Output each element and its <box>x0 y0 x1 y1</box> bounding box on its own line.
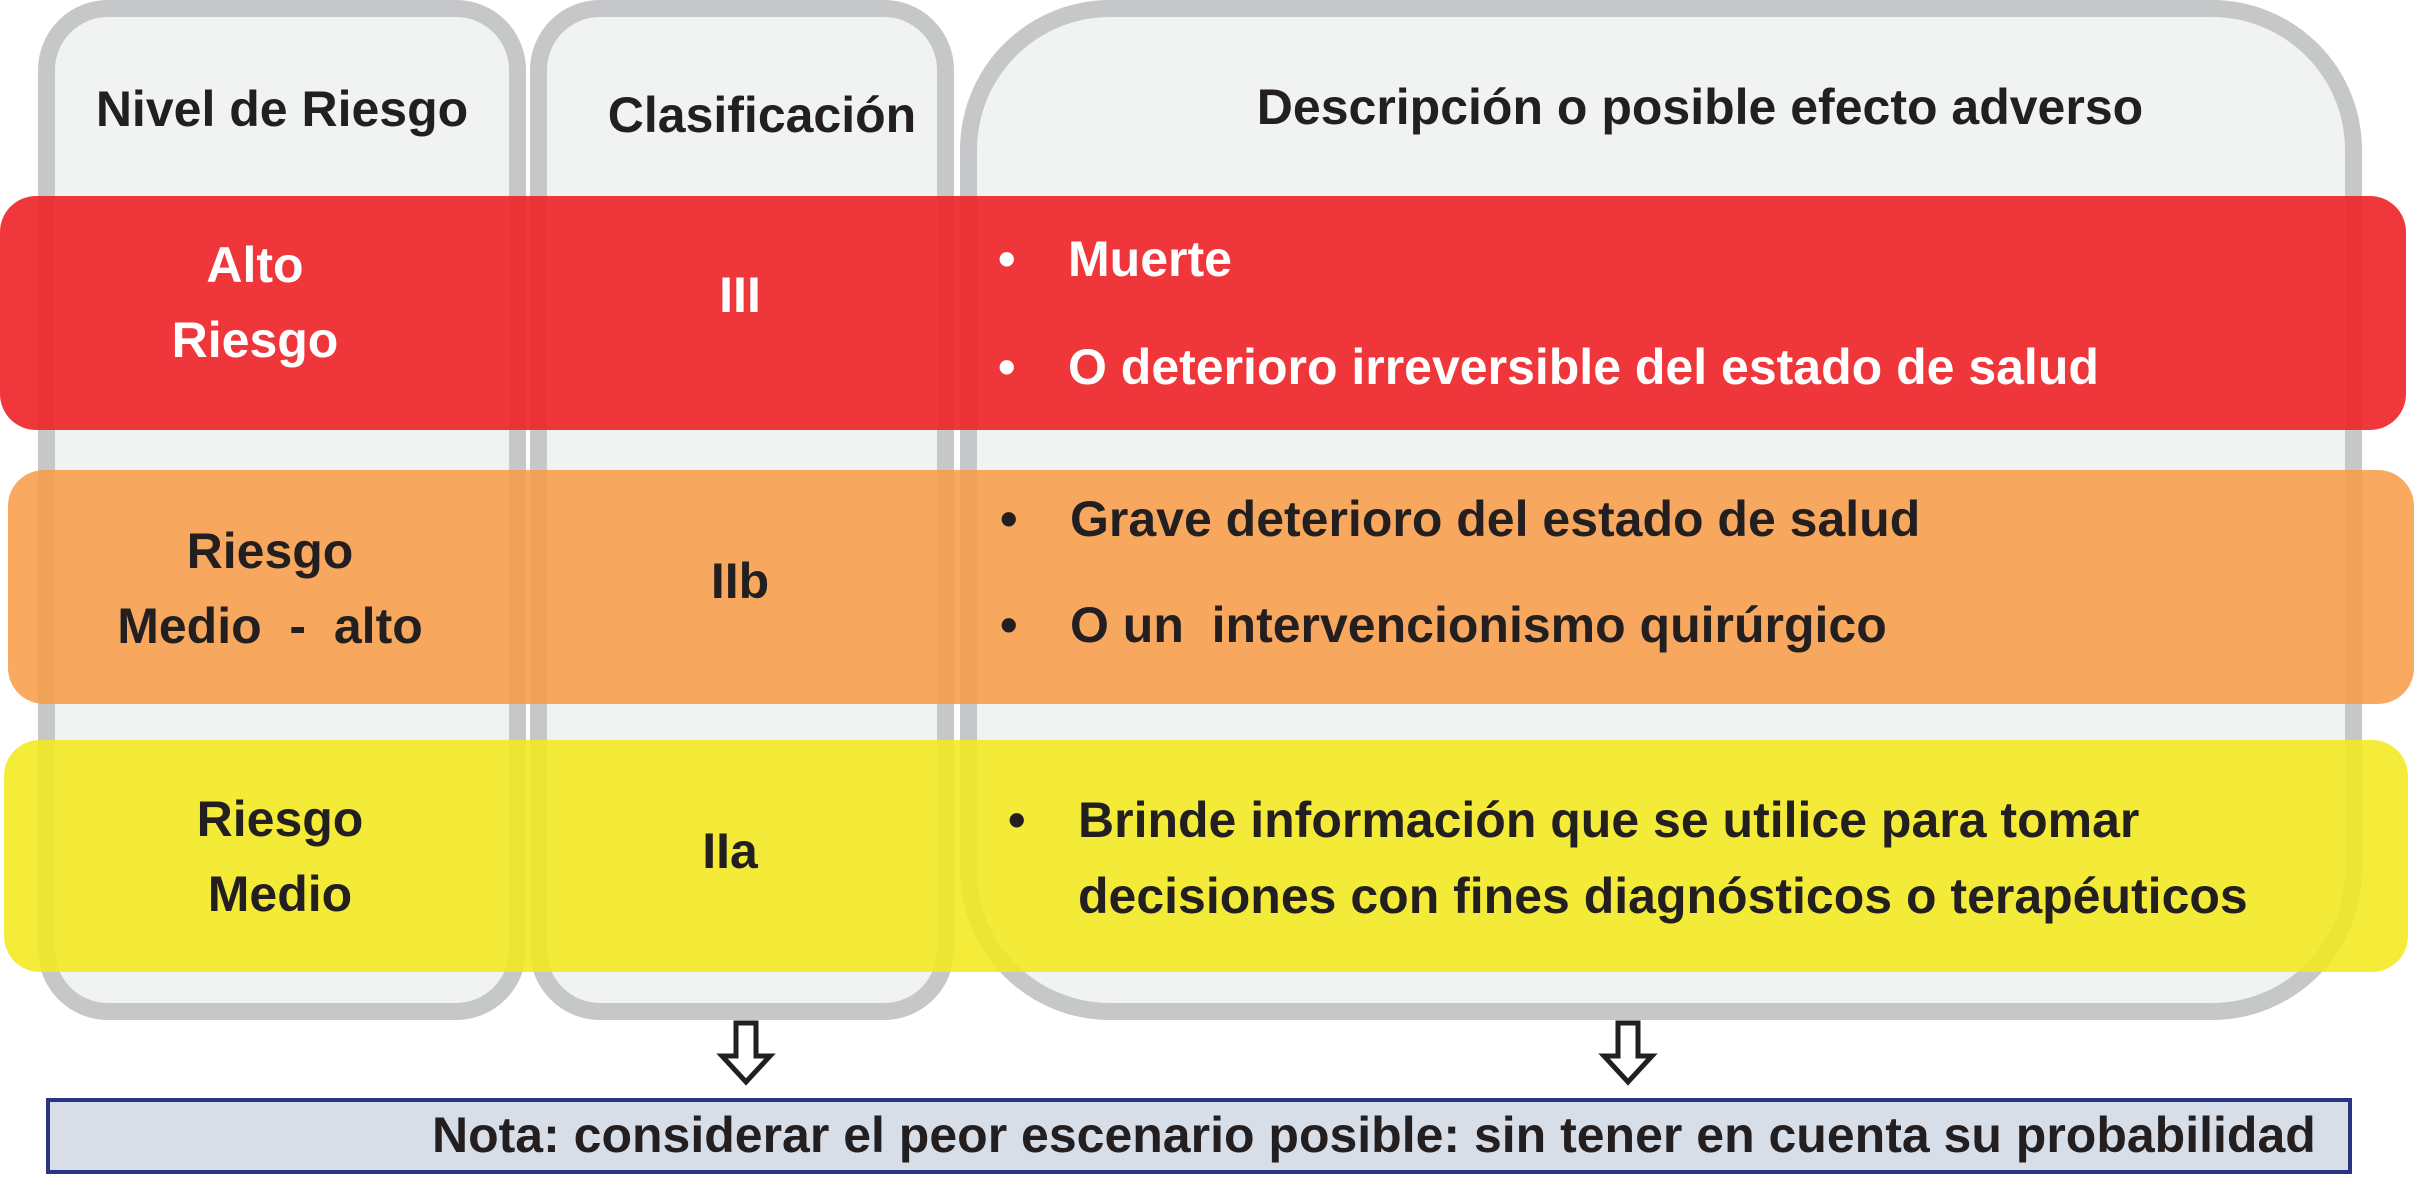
description-item <box>998 230 2099 338</box>
description-text: O un intervencionismo quirúrgico <box>1070 597 1887 653</box>
risk-level-alto <box>90 228 420 378</box>
description-text: Grave deterioro del estado de salud <box>1070 491 1921 547</box>
risk-level-line: Medio - alto <box>117 598 423 654</box>
risk-level-line: Riesgo <box>171 312 339 368</box>
risk-level-medio <box>130 782 430 932</box>
bullet-icon: • <box>998 339 1016 395</box>
down-arrow-icon <box>1598 1020 1658 1086</box>
description-text: decisiones con fines diagnósticos o terapéuticos <box>1078 868 2248 924</box>
note-text: Nota: considerar el peor escenario posible: sin tener en cuenta su probabilidad <box>432 1107 2316 1163</box>
description-list-medio <box>1008 782 2248 934</box>
description-item <box>1000 490 1920 596</box>
description-text: Brinde información que se utilice para tomar <box>1078 792 2140 848</box>
risk-level-medio-alto <box>60 514 480 664</box>
risk-level-line: Riesgo <box>186 523 354 579</box>
description-list-alto <box>998 230 2099 446</box>
description-list-medio-alto <box>1000 490 1920 702</box>
classification-IIa: IIa <box>702 823 758 879</box>
header-nivel-de-riesgo: Nivel de Riesgo <box>95 81 469 137</box>
description-item <box>1000 596 1920 702</box>
description-text: Muerte <box>1068 231 1232 287</box>
risk-level-line: Medio <box>207 866 353 922</box>
bullet-icon: • <box>1000 597 1018 653</box>
risk-level-line: Riesgo <box>196 791 364 847</box>
header-descripcion: Descripción o posible efecto adverso <box>1256 79 2144 135</box>
header-clasificacion: Clasificación <box>607 87 917 143</box>
description-text: O deterioro irreversible del estado de salud <box>1068 339 2099 395</box>
bullet-icon: • <box>1008 792 1026 848</box>
bullet-icon: • <box>1000 491 1018 547</box>
description-item <box>1008 782 2248 934</box>
classification-IIb: IIb <box>710 553 770 609</box>
description-item <box>998 338 2099 446</box>
down-arrow-icon <box>716 1020 776 1086</box>
classification-III: III <box>719 267 761 323</box>
bullet-icon: • <box>998 231 1016 287</box>
risk-level-line: Alto <box>206 237 304 293</box>
